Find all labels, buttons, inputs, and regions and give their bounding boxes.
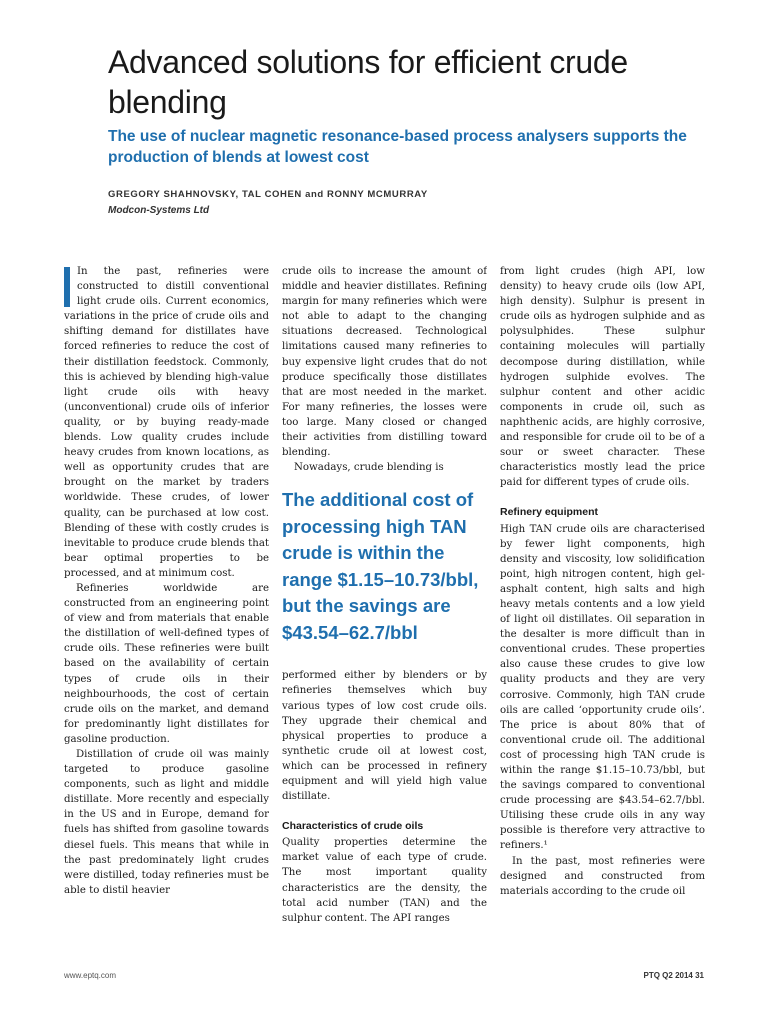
col1-paragraph-1: In the past, refineries were constructed to distill conventional light crude oils. Current economics, variations in the price of crude oils and shifting demand for distillates have forced refineries to reduce the cost of their distillation feedstock. Commonly, this is achieved by blending high-value light crude oils with heavy (unconventional) crude oils of inferior quality, or by buying ready-made blends. Low quality crudes include heavy crudes from known locations, as well as opportunity crudes that are brought on the market by traders worldwide. These crudes, of lower quality, can be purchased at low cost. Blending of these with costly crudes is inevitable to produce crude blends that bear optimal properties to be processed, and at minimum cost. bbox=[64, 266, 269, 579]
text-column-1 bbox=[64, 264, 269, 939]
drop-cap-bar bbox=[64, 267, 70, 307]
col1-paragraph-3: Distillation of crude oil was mainly targeted to produce gasoline components, such as light and middle distillate. More recently and especially in the US and in Europe, demand for fuels has shifted from gasoline towards diesel fuels. This means that while in the past predominately light crudes were distilled, today refineries must be able to distil heavier bbox=[64, 749, 269, 896]
pull-quote: The additional cost of processing high TAN crude is within the range $1.15–10.73/bbl, but the savings are $43.54–62.7/bbl bbox=[282, 489, 479, 643]
article-authors: GREGORY SHAHNOVSKY, TAL COHEN and RONNY MCMURRAY bbox=[108, 189, 428, 200]
col2-paragraph-3: performed either by blenders or by refineries themselves which buy various types of low cost crude oils. They upgrade their chemical and physical properties to produce a synthetic crude oil at lowest cost, which can be processed in refinery equipment and will yield high value distillate. bbox=[282, 670, 487, 803]
article-subtitle: The use of nuclear magnetic resonance-based process analysers supports the production of blends at lowest cost bbox=[108, 128, 687, 166]
footer-website: www.eptq.com bbox=[64, 971, 117, 980]
footer-issue-page: PTQ Q2 2014 31 bbox=[643, 971, 704, 980]
text-column-3 bbox=[500, 264, 705, 939]
col3-paragraph-1: from light crudes (high API, low density) to heavy crude oils (low API, high density). Sulphur is present in crude oils as hydrogen sulphide and as polysulphides. These sulphur containing molecules will partially decompose during distillation, while hydrogen sulphide evolves. The sulphur content and other acidic components in crude oil, such as naphthenic acids, are highly corrosive, and responsible for crude oil to be of a sour or sweet character. These characteristics mostly lead the price paid for different types of crude oils. bbox=[500, 266, 705, 489]
col3-paragraph-3: In the past, most refineries were designed and constructed from materials according to the crude oil bbox=[500, 855, 705, 897]
col2-paragraph-1: crude oils to increase the amount of middle and heavier distillates. Refining margin for many refineries which were not able to adapt to the changing situations decreased. Technological limitations caused many refineries to buy expensive light crudes that do not produce specifically those distillates that are most needed in the market. For many refineries, the losses were too large. Many closed or changed their activities from distilling toward blending. bbox=[282, 266, 487, 459]
col2-paragraph-2: Nowadays, crude blending is bbox=[294, 462, 444, 474]
col1-paragraph-2: Refineries worldwide are constructed from an engineering point of view and from materials that enable the distillation of well-defined types of crude oils. These refineries were built based on the availability of certain types of crude oils in their neighbourhoods, the cost of certain crude oils on the market, and demand for predominantly light distillates for gasoline production. bbox=[64, 582, 269, 745]
article-affiliation: Modcon-Systems Ltd bbox=[108, 205, 210, 216]
col3-paragraph-2: High TAN crude oils are characterised by fewer light components, high density and viscosity, low solidification point, high nitrogen content, high gel-asphalt content, high salts and high heavy metals contents and a low yield of light oil distillates. Oil separation in the desalter is more difficult than in conventional crudes. These properties also cause these crudes to give low quality products and they are very corrosive. Commonly, high TAN crude oils are called ‘opportunity crude oils’. The price is about 80% that of conventional crude oil. The additional cost of processing high TAN crude is within the range $1.15–10.73/bbl, but the savings compared to conventional crude processing are $43.54–62.7/bbl. Utilising these crude oils in any way possible is therefore very attractive to refiners.¹ bbox=[500, 523, 705, 852]
article-title: Advanced solutions for efficient crude blending bbox=[108, 44, 628, 120]
col2-paragraph-4: Quality properties determine the market value of each type of crude. The most important quality characteristics are the density, the total acid number (TAN) and the sulphur content. The API ranges bbox=[282, 837, 487, 924]
text-column-2 bbox=[282, 264, 487, 939]
section-heading-crude-characteristics: Characteristics of crude oils bbox=[282, 820, 424, 833]
section-heading-refinery-equipment: Refinery equipment bbox=[500, 506, 599, 519]
